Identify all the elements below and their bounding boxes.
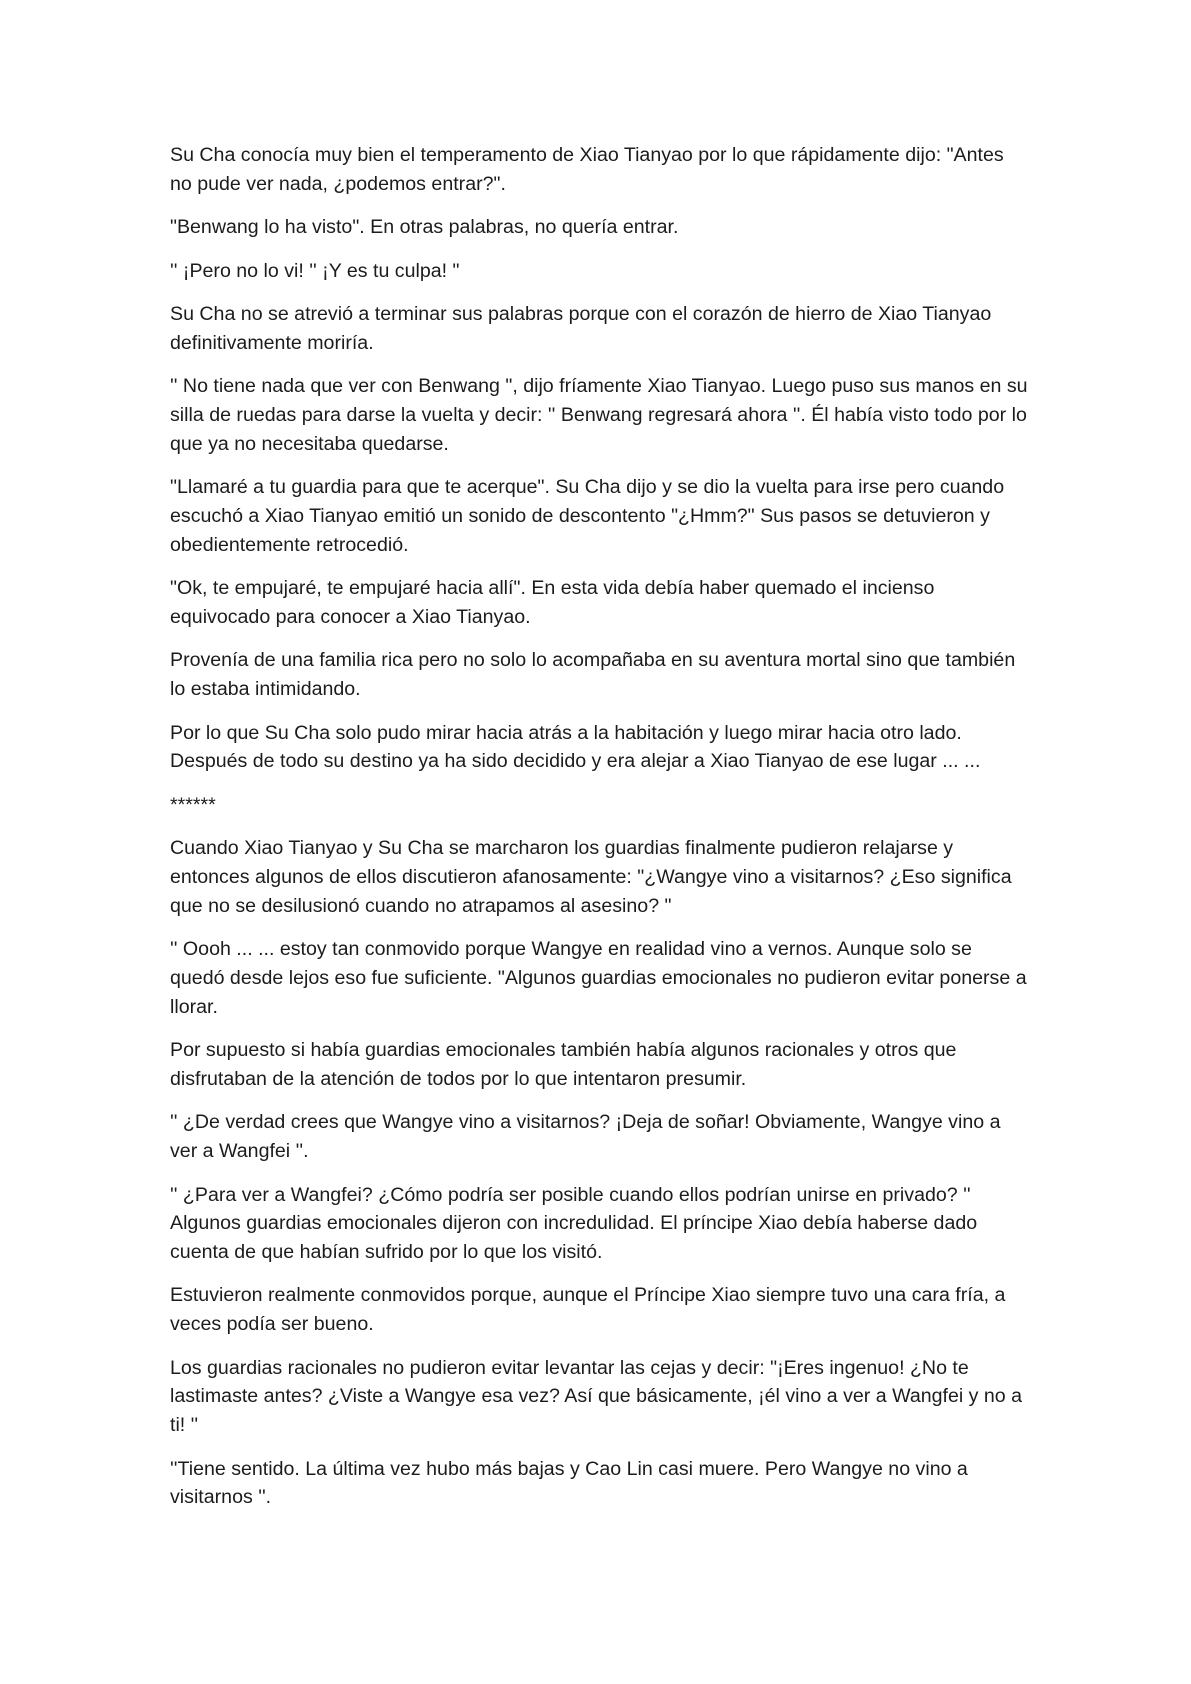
paragraph: "Llamaré a tu guardia para que te acerque". Su Cha dijo y se dio la vuelta para irse pero cuando escuchó a Xiao Tianyao emitió un sonido de descontento "¿Hmm?" Sus pasos se detuvieron y obedientemente retrocedió. [170, 476, 1010, 556]
paragraph: '' Oooh ... ... estoy tan conmovido porque Wangye en realidad vino a vernos. Aunque solo se quedó desde lejos eso fue suficiente. "Algunos guardias emocionales no pudieron evitar ponerse a llorar. [170, 938, 1033, 1018]
paragraph: Su Cha conocía muy bien el temperamento de Xiao Tianyao por lo que rápidamente dijo: "Antes no pude ver nada, ¿podemos entrar?". [170, 144, 1010, 195]
paragraph: Por lo que Su Cha solo pudo mirar hacia atrás a la habitación y luego mirar hacia otro lado. Después de todo su destino ya ha sido decidido y era alejar a Xiao Tianyao de ese lugar ... ... [170, 721, 981, 773]
section-separator: ****** [170, 793, 216, 816]
paragraph: '' ¿De verdad crees que Wangye vino a visitarnos? ¡Deja de soñar! Obviamente, Wangye vino a ver a Wangfei ''. [170, 1111, 1006, 1163]
paragraph: Cuando Xiao Tianyao y Su Cha se marcharon los guardias finalmente pudieron relajarse y entonces algunos de ellos discutieron afanosamente: "¿Wangye vino a visitarnos? ¿Eso significa que no se desilusionó cuando no atrapamos al asesino? " [170, 837, 1018, 917]
paragraph: Los guardias racionales no pudieron evitar levantar las cejas y decir: "¡Eres ingenuo! ¿No te lastimaste antes? ¿Viste a Wangye esa vez? Así que básicamente, ¡él vino a ver a Wangfei y no a ti! '' [170, 1356, 1028, 1437]
paragraph: '' No tiene nada que ver con Benwang ", dijo fríamente Xiao Tianyao. Luego puso sus manos en su silla de ruedas para darse la vuelta y decir: '' Benwang regresará ahora ''. Él había visto todo por lo que ya no necesitaba quedarse. [170, 375, 1033, 455]
paragraph: '' ¡Pero no lo vi! '' ¡Y es tu culpa! " [170, 259, 460, 282]
paragraph: Estuvieron realmente conmovidos porque, aunque el Príncipe Xiao siempre tuvo una cara fría, a veces podía ser bueno. [170, 1284, 1011, 1336]
paragraph: ''Tiene sentido. La última vez hubo más bajas y Cao Lin casi muere. Pero Wangye no vino a visitarnos ''. [170, 1457, 974, 1509]
document-body [170, 141, 1033, 1527]
paragraph: Por supuesto si había guardias emocionales también había algunos racionales y otros que disfrutaban de la atención de todos por lo que intentaron presumir. [170, 1039, 962, 1090]
paragraph: Su Cha no se atrevió a terminar sus palabras porque con el corazón de hierro de Xiao Tianyao definitivamente moriría. [170, 303, 997, 354]
paragraph: '' ¿Para ver a Wangfei? ¿Cómo podría ser posible cuando ellos podrían unirse en privado? '' Algunos guardias emocionales dijeron con incredulidad. El príncipe Xiao debía haberse dado cuenta de que habían sufrido por lo que los visitó. [170, 1183, 983, 1263]
paragraph: Provenía de una familia rica pero no solo lo acompañaba en su aventura mortal sino que también lo estaba intimidando. [170, 649, 1021, 701]
paragraph: "Ok, te empujaré, te empujaré hacia allí". En esta vida debía haber quemado el incienso equivocado para conocer a Xiao Tianyao. [170, 577, 940, 628]
paragraph: "Benwang lo ha visto". En otras palabras, no quería entrar. [170, 216, 679, 239]
